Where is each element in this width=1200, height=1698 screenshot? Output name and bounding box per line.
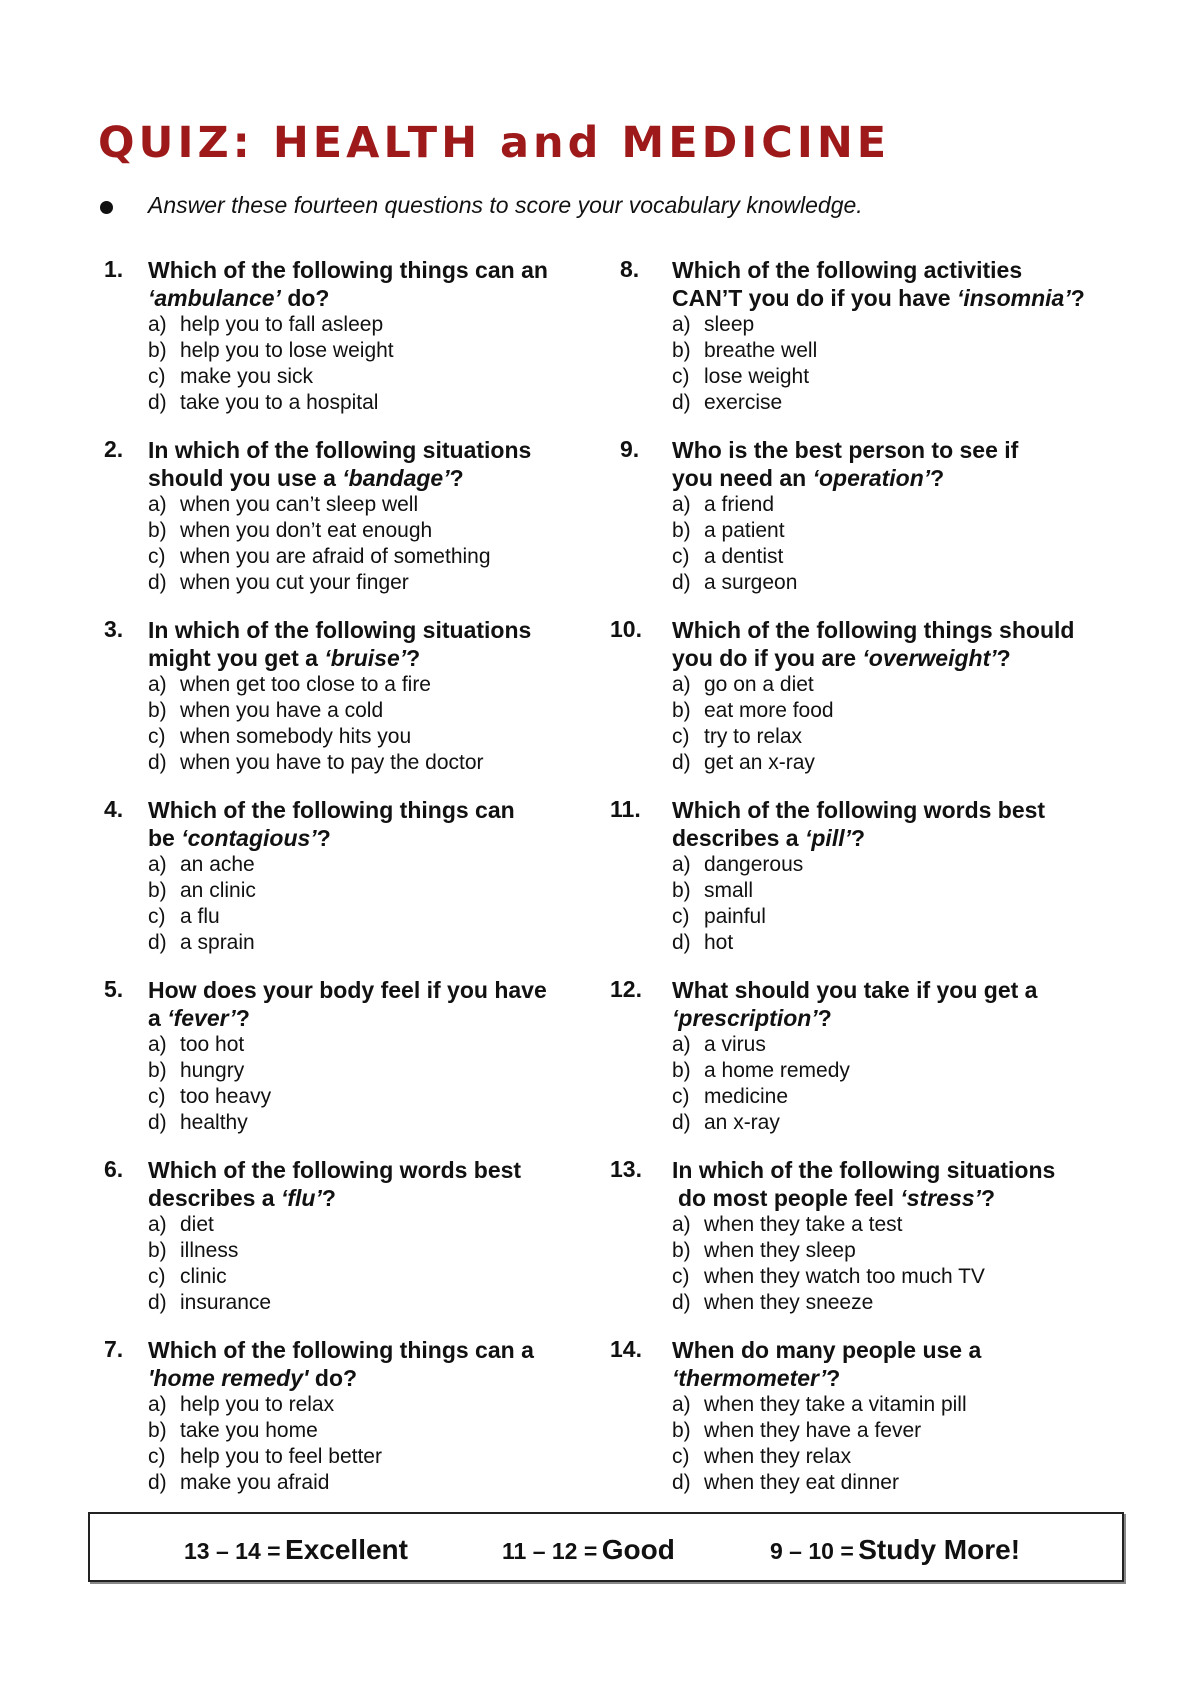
- stem-line-2: ‘prescription’?: [672, 1005, 832, 1031]
- stem-line-1: In which of the following situations: [148, 437, 532, 463]
- option: a) an ache: [148, 853, 255, 876]
- term: 'home remedy': [148, 1365, 309, 1391]
- bullet-icon: [100, 201, 113, 214]
- option: c) a flu: [148, 905, 220, 928]
- stem-line-1: What should you take if you get a: [672, 977, 1038, 1003]
- option: a) help you to fall asleep: [148, 313, 384, 336]
- question-number: 7.: [104, 1336, 124, 1362]
- option: d) a sprain: [148, 931, 255, 954]
- stem-line-1: Which of the following activities: [672, 257, 1023, 283]
- options-list: [672, 672, 834, 776]
- options-list: [148, 1212, 271, 1316]
- question-number: 14.: [610, 1336, 642, 1362]
- stem-line-2: describes a ‘flu’?: [148, 1185, 336, 1211]
- term: ‘stress’: [900, 1185, 981, 1211]
- option: a) dangerous: [672, 853, 804, 876]
- stem-line-1: Which of the following things can: [148, 797, 515, 823]
- question-stem: [672, 436, 1102, 492]
- stem-line-2: ‘thermometer’?: [672, 1365, 841, 1391]
- option: a) too hot: [148, 1033, 245, 1056]
- stem-line-2: you do if you are ‘overweight’?: [672, 645, 1011, 671]
- stem-line-2: a ‘fever’?: [148, 1005, 250, 1031]
- option: d) make you afraid: [148, 1471, 330, 1494]
- option: d) when they sneeze: [672, 1291, 874, 1314]
- question-stem: [148, 616, 578, 672]
- option: b) help you to lose weight: [148, 339, 394, 362]
- term: ‘pill’: [804, 825, 851, 851]
- option: c) make you sick: [148, 365, 314, 388]
- options-list: [148, 312, 394, 416]
- options-list: [672, 1212, 985, 1316]
- option: b) illness: [148, 1239, 239, 1262]
- option: a) when they take a vitamin pill: [672, 1393, 967, 1416]
- options-list: [672, 492, 797, 596]
- option: c) a dentist: [672, 545, 784, 568]
- quiz-title: QUIZ: HEALTH and MEDICINE: [98, 118, 891, 168]
- option: b) a home remedy: [672, 1059, 850, 1082]
- options-list: [672, 1392, 967, 1496]
- term: ‘operation’: [812, 465, 931, 491]
- score-good: 11 – 12 = Good: [502, 1534, 675, 1565]
- option: b) when they have a fever: [672, 1419, 922, 1442]
- stem-line-2: [148, 284, 578, 312]
- stem-end: do?: [287, 285, 330, 311]
- instruction-text: Answer these fourteen questions to score your vocabulary knowledge.: [148, 192, 863, 218]
- options-list: [148, 1032, 271, 1136]
- option: c) lose weight: [672, 365, 810, 388]
- option: b) breathe well: [672, 339, 818, 362]
- stem-line-1: How does your body feel if you have: [148, 977, 547, 1003]
- option: c) painful: [672, 905, 766, 928]
- options-list: [148, 492, 491, 596]
- option: b) hungry: [148, 1059, 245, 1082]
- option: b) when you have a cold: [148, 699, 384, 722]
- question-number: 8.: [620, 256, 640, 282]
- term: ‘thermometer’: [672, 1365, 827, 1391]
- question-number: 9.: [620, 436, 640, 462]
- question-stem: [148, 796, 578, 852]
- options-list: [672, 312, 817, 416]
- question-number: 13.: [610, 1156, 642, 1182]
- option: d) when you cut your finger: [148, 571, 409, 594]
- option: a) a friend: [672, 493, 775, 516]
- option: b) eat more food: [672, 699, 834, 722]
- question-number: 5.: [104, 976, 124, 1002]
- question-number: 6.: [104, 1156, 124, 1182]
- question-stem: [148, 436, 578, 492]
- option: a) help you to relax: [148, 1393, 335, 1416]
- stem-line-1: Which of the following things can an: [148, 257, 548, 283]
- stem-line-1: Which of the following things can a: [148, 1337, 534, 1363]
- option: c) when they watch too much TV: [672, 1265, 985, 1288]
- score-box: [88, 1512, 1124, 1582]
- option: a) go on a diet: [672, 673, 814, 696]
- stem-line-2: you need an ‘operation’?: [672, 465, 945, 491]
- option: a) when they take a test: [672, 1213, 903, 1236]
- question-stem: [672, 1156, 1102, 1212]
- stem-line-2: CAN’T you do if you have ‘insomnia’?: [672, 285, 1085, 311]
- term: ‘contagious’: [181, 825, 317, 851]
- stem-line-1: Who is the best person to see if: [672, 437, 1019, 463]
- stem-line-2: do most people feel ‘stress’?: [678, 1185, 995, 1211]
- question-number: 10.: [610, 616, 642, 642]
- option: d) healthy: [148, 1111, 248, 1134]
- question-stem: [672, 256, 1102, 312]
- question-stem: [672, 1336, 1102, 1392]
- option: c) help you to feel better: [148, 1445, 382, 1468]
- term: ‘insomnia’: [956, 285, 1071, 311]
- option: c) when somebody hits you: [148, 725, 412, 748]
- term: ‘ambulance’: [148, 285, 281, 311]
- option: b) when they sleep: [672, 1239, 856, 1262]
- stem-line-2: might you get a ‘bruise’?: [148, 645, 421, 671]
- score-excellent: 13 – 14 = Excellent: [184, 1534, 408, 1565]
- question-number: 4.: [104, 796, 124, 822]
- stem-line-1: Which of the following words best: [148, 1157, 522, 1183]
- stem-line-1: When do many people use a: [672, 1337, 982, 1363]
- option: c) try to relax: [672, 725, 803, 748]
- question-stem: [672, 796, 1102, 852]
- stem-line-1: Which of the following things should: [672, 617, 1075, 643]
- term: ‘overweight’: [862, 645, 997, 671]
- option: d) take you to a hospital: [148, 391, 379, 414]
- option: c) clinic: [148, 1265, 227, 1288]
- option: d) a surgeon: [672, 571, 798, 594]
- stem-line-2: should you use a ‘bandage’?: [148, 465, 464, 491]
- option: b) a patient: [672, 519, 785, 542]
- option: a) when you can’t sleep well: [148, 493, 419, 516]
- option: d) get an x-ray: [672, 751, 815, 774]
- option: d) exercise: [672, 391, 783, 414]
- option: d) an x-ray: [672, 1111, 780, 1134]
- question-stem: [148, 256, 578, 312]
- options-list: [672, 852, 803, 956]
- options-list: [672, 1032, 850, 1136]
- option: c) medicine: [672, 1085, 789, 1108]
- option: a) diet: [148, 1213, 214, 1236]
- option: b) an clinic: [148, 879, 256, 902]
- option: a) a virus: [672, 1033, 766, 1056]
- option: b) small: [672, 879, 754, 902]
- question-stem: [148, 1336, 578, 1392]
- options-list: [148, 672, 484, 776]
- stem-line-1: In which of the following situations: [148, 617, 532, 643]
- term: ‘fever’: [167, 1005, 236, 1031]
- option: c) when they relax: [672, 1445, 852, 1468]
- option: d) when they eat dinner: [672, 1471, 899, 1494]
- question-number: 11.: [610, 796, 641, 822]
- term: ‘bruise’: [324, 645, 407, 671]
- stem-line-1: In which of the following situations: [672, 1157, 1056, 1183]
- option: c) when you are afraid of something: [148, 545, 491, 568]
- option: a) sleep: [672, 313, 755, 336]
- option: b) when you don’t eat enough: [148, 519, 433, 542]
- option: d) insurance: [148, 1291, 272, 1314]
- option: d) hot: [672, 931, 734, 954]
- term: ‘bandage’: [342, 465, 450, 491]
- term: ‘prescription’: [672, 1005, 818, 1031]
- stem-line-2: 'home remedy' do?: [148, 1365, 358, 1391]
- option: d) when you have to pay the doctor: [148, 751, 484, 774]
- question-stem: [148, 1156, 578, 1212]
- question-stem: [148, 976, 578, 1032]
- options-list: [148, 852, 256, 956]
- question-stem: [672, 976, 1102, 1032]
- stem-line-2: describes a ‘pill’?: [672, 825, 866, 851]
- option: a) when get too close to a fire: [148, 673, 431, 696]
- stem-line-2: be ‘contagious’?: [148, 825, 331, 851]
- question-number: 3.: [104, 616, 124, 642]
- question-stem: [672, 616, 1102, 672]
- score-study-more: 9 – 10 = Study More!: [770, 1534, 1021, 1565]
- option: c) too heavy: [148, 1085, 272, 1108]
- question-number: 1.: [104, 256, 124, 282]
- term: ‘flu’: [280, 1185, 322, 1211]
- stem-line-1: Which of the following words best: [672, 797, 1046, 823]
- option: b) take you home: [148, 1419, 318, 1442]
- question-number: 12.: [610, 976, 642, 1002]
- question-number: 2.: [104, 436, 124, 462]
- options-list: [148, 1392, 382, 1496]
